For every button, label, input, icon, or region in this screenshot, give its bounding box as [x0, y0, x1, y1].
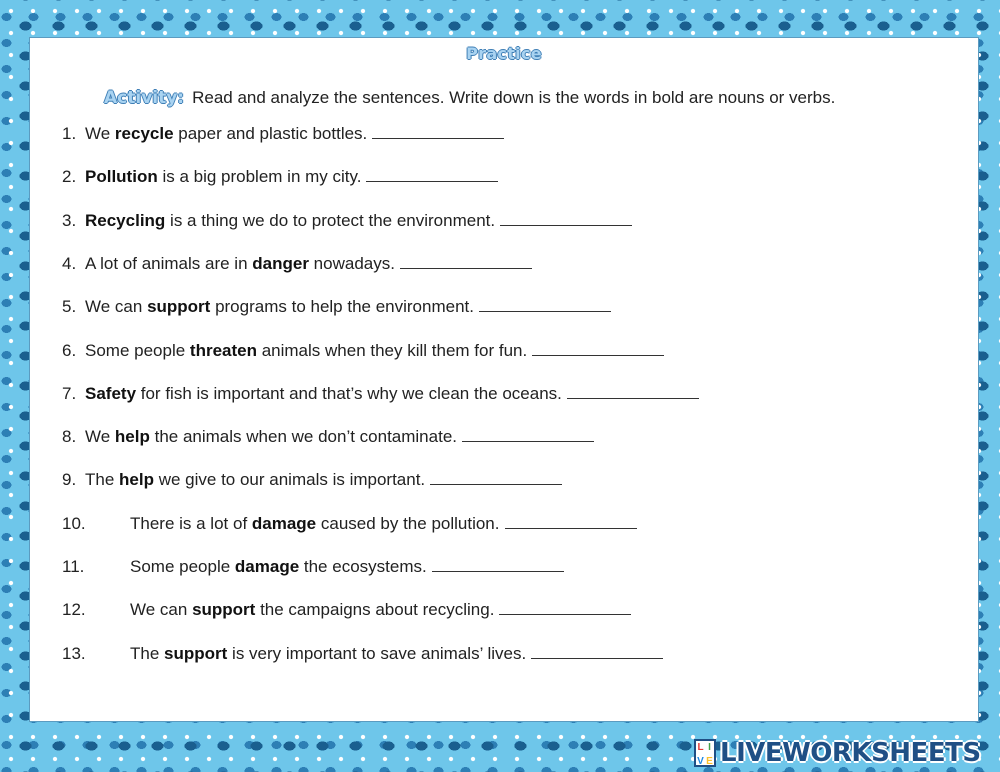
answer-blank[interactable] [400, 250, 532, 269]
sentence-text: We [85, 124, 115, 143]
item-number: 6. [62, 340, 77, 360]
list-item [62, 250, 532, 276]
answer-blank[interactable] [432, 553, 564, 572]
bold-word: support [147, 297, 211, 317]
item-sentence [130, 514, 500, 533]
bold-word: support [164, 643, 228, 663]
bold-word: damage [234, 557, 300, 576]
item-number: 11. [62, 557, 85, 576]
answer-blank[interactable] [499, 596, 631, 615]
item-sentence [85, 254, 395, 273]
sentence-text: We can [130, 600, 193, 620]
list-item [62, 510, 637, 536]
worksheet-page [29, 37, 979, 722]
sentence-text: We can [85, 297, 148, 317]
logo-letter: E [706, 756, 713, 767]
bold-word: Pollution [85, 167, 158, 187]
answer-blank[interactable] [372, 120, 504, 139]
item-number: 10. [62, 513, 86, 533]
sentence-text: is very important to save animals’ lives. [227, 643, 527, 663]
answer-blank[interactable] [500, 207, 632, 226]
bold-word: Safety [85, 383, 137, 403]
activity-label: Activity: [104, 88, 185, 108]
sentence-text: A lot of animals are in [85, 253, 253, 273]
logo-icon [694, 739, 716, 767]
logo-text: LIVEWORKSHEETS [720, 738, 981, 768]
bold-word: help [114, 427, 150, 447]
liveworksheets-logo[interactable] [694, 737, 981, 769]
list-item [62, 207, 632, 233]
sentence-text: is a big problem in my city. [157, 167, 362, 187]
answer-blank[interactable] [532, 337, 664, 356]
answer-blank[interactable] [531, 640, 663, 659]
answer-blank[interactable] [462, 423, 594, 442]
sentence-text: nowadays. [308, 253, 395, 273]
item-number: 7. [62, 383, 77, 403]
bold-word: danger [252, 253, 309, 273]
sentence-text: programs to help the environment. [210, 297, 474, 317]
list-item [62, 596, 631, 622]
item-sentence [85, 211, 495, 230]
sentence-text: we give to our animals is important. [153, 470, 426, 490]
bold-word: help [119, 470, 154, 490]
item-sentence [85, 427, 457, 446]
logo-letter: V [697, 756, 704, 767]
sentence-text: There is a lot of [130, 513, 252, 533]
answer-blank[interactable] [366, 163, 498, 182]
item-sentence [85, 341, 527, 360]
bold-word: support [192, 600, 256, 620]
list-item [62, 553, 564, 579]
item-sentence [85, 124, 367, 143]
sentence-text: the ecosystems. [299, 557, 427, 576]
item-sentence [85, 384, 562, 403]
item-sentence [85, 297, 474, 316]
list-item [62, 640, 663, 666]
sentence-text: Some people [130, 557, 235, 576]
item-sentence [130, 644, 526, 663]
bold-word: threaten [189, 340, 257, 360]
activity-instructions [104, 88, 835, 108]
item-number: 8. [62, 427, 77, 447]
sentence-text: is a thing we do to protect the environment. [165, 210, 496, 230]
list-item [62, 337, 664, 363]
item-sentence [130, 600, 494, 619]
list-item [62, 293, 611, 319]
logo-letter: I [708, 742, 711, 753]
sentence-text: paper and plastic bottles. [173, 124, 368, 143]
bold-word: damage [251, 513, 317, 533]
sentence-text: caused by the pollution. [316, 513, 500, 533]
item-number: 3. [62, 210, 77, 230]
item-number: 9. [62, 470, 77, 490]
item-number: 12. [62, 600, 86, 620]
sentence-text: animals when they kill them for fun. [256, 340, 528, 360]
list-item [62, 423, 594, 449]
sentence-text: We [85, 427, 115, 447]
sentence-text: for fish is important and that’s why we clean the oceans. [136, 383, 562, 403]
answer-blank[interactable] [430, 466, 562, 485]
list-item [62, 163, 498, 189]
list-item [62, 466, 562, 492]
answer-blank[interactable] [479, 293, 611, 312]
item-number: 2. [62, 167, 77, 187]
item-number: 13. [62, 643, 86, 663]
logo-letter: L [697, 742, 704, 753]
sentence-text: the animals when we don’t contaminate. [149, 427, 457, 447]
list-item [62, 380, 699, 406]
sentence-text: Some people [85, 340, 190, 360]
sentence-text: The [130, 643, 165, 663]
item-number: 5. [62, 297, 77, 317]
item-sentence [85, 470, 425, 489]
bold-word: recycle [114, 124, 174, 143]
page-title: Practice [466, 44, 542, 63]
item-sentence [85, 167, 361, 186]
item-number: 1. [62, 124, 77, 143]
instructions-text: Read and analyze the sentences. Write down is the words in bold are nouns or verbs. [192, 88, 836, 107]
list-item [62, 120, 504, 146]
sentence-text: the campaigns about recycling. [255, 600, 495, 620]
item-number: 4. [62, 253, 77, 273]
answer-blank[interactable] [505, 510, 637, 529]
item-sentence [130, 557, 427, 576]
bold-word: Recycling [85, 210, 166, 230]
sentence-text: The [85, 470, 120, 490]
answer-blank[interactable] [567, 380, 699, 399]
